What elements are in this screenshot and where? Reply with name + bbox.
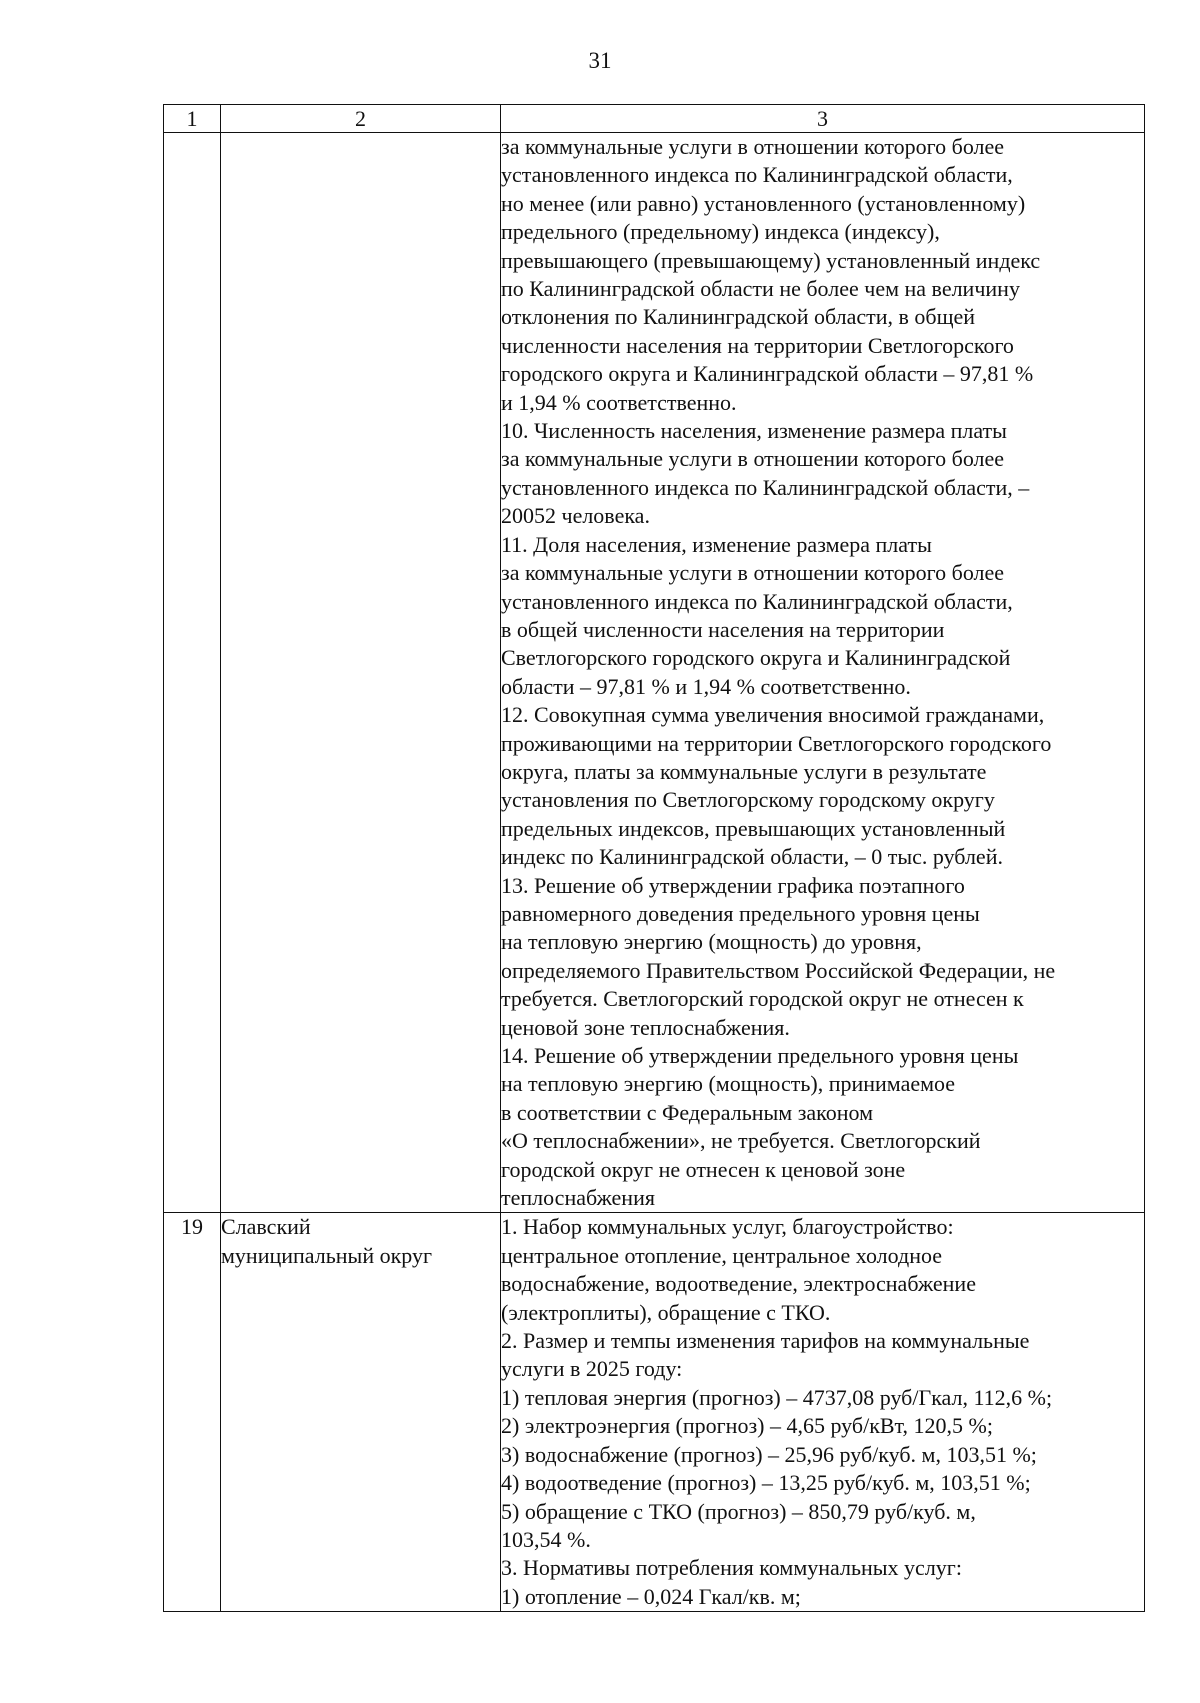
- text-line: 3. Нормативы потребления коммунальных услуг:: [501, 1555, 962, 1581]
- text-line: предельных индексов, превышающих установленный: [501, 815, 1006, 841]
- page-number: 31: [588, 48, 612, 73]
- document-table: [163, 104, 1145, 1612]
- column-header-1: 1: [164, 105, 221, 133]
- text-line: «О теплоснабжении», не требуется. Светлогорский: [501, 1128, 981, 1154]
- text-line: но менее (или равно) установленного (установленному): [501, 190, 1026, 216]
- text-line: центральное отопление, центральное холодное: [501, 1242, 943, 1268]
- text-line: округа, платы за коммунальные услуги в результате: [501, 758, 987, 784]
- text-line: Светлогорского городского округа и Калининградской: [501, 645, 1011, 671]
- table-header-row: [164, 105, 1145, 133]
- text-line: на тепловую энергию (мощность), принимаемое: [501, 1071, 956, 1097]
- text-line: 1. Набор коммунальных услуг, благоустройство:: [501, 1214, 954, 1240]
- text-line: на тепловую энергию (мощность) до уровня,: [501, 929, 922, 955]
- municipality-name: [221, 1213, 501, 1612]
- text-line: установленного индекса по Калининградской области,: [501, 588, 1013, 614]
- row-number: [164, 133, 221, 1213]
- text-line: городской округ не отнесен к ценовой зоне: [501, 1156, 906, 1182]
- text-line: 11. Доля населения, изменение размера платы: [501, 531, 932, 557]
- table-row: [164, 133, 1145, 1213]
- text-line: превышающего (превышающему) установленный индекс: [501, 247, 1041, 273]
- text-line: 103,54 %.: [501, 1526, 591, 1552]
- text-line: требуется. Светлогорский городской округ не отнесен к: [501, 986, 1024, 1012]
- column-header-2: 2: [221, 105, 501, 133]
- description-text: [501, 1213, 1145, 1612]
- text-line: (электроплиты), обращение с ТКО.: [501, 1299, 831, 1325]
- text-line: отклонения по Калининградской области, в общей: [501, 304, 976, 330]
- text-line: 12. Совокупная сумма увеличения вносимой гражданами,: [501, 702, 1045, 728]
- text-line: Славский: [221, 1214, 311, 1240]
- text-line: предельного (предельному) индекса (индексу),: [501, 219, 940, 245]
- text-line: установленного индекса по Калининградской области, –: [501, 474, 1030, 500]
- text-line: теплоснабжения: [501, 1185, 655, 1211]
- text-line: 14. Решение об утверждении предельного уровня цены: [501, 1043, 1019, 1068]
- description-text: [501, 133, 1145, 1213]
- text-line: за коммунальные услуги в отношении которого более: [501, 134, 1005, 159]
- text-line: определяемого Правительством Российской Федерации, не: [501, 957, 1056, 983]
- text-line: в соответствии с Федеральным законом: [501, 1099, 874, 1125]
- text-line: 1) тепловая энергия (прогноз) – 4737,08 руб/Гкал, 112,6 %;: [501, 1384, 1053, 1410]
- text-line: проживающими на территории Светлогорского городского: [501, 730, 1052, 756]
- text-line: численности населения на территории Светлогорского: [501, 332, 1014, 358]
- text-line: индекс по Калининградской области, – 0 тыс. рублей.: [501, 844, 1003, 870]
- text-line: 3) водоснабжение (прогноз) – 25,96 руб/куб. м, 103,51 %;: [501, 1441, 1037, 1467]
- text-line: 20052 человека.: [501, 503, 650, 529]
- row-number: 19: [164, 1213, 221, 1612]
- text-line: за коммунальные услуги в отношении которого более: [501, 560, 1005, 586]
- text-line: области – 97,81 % и 1,94 % соответственно.: [501, 673, 911, 699]
- text-line: 13. Решение об утверждении графика поэтапного: [501, 872, 965, 898]
- text-line: в общей численности населения на территории: [501, 616, 945, 642]
- text-line: и 1,94 % соответственно.: [501, 389, 737, 415]
- text-line: установленного индекса по Калининградской области,: [501, 162, 1013, 188]
- text-line: 2. Размер и темпы изменения тарифов на коммунальные: [501, 1328, 1030, 1354]
- text-line: 2) электроэнергия (прогноз) – 4,65 руб/кВт, 120,5 %;: [501, 1413, 993, 1439]
- text-line: ценовой зоне теплоснабжения.: [501, 1014, 790, 1040]
- text-line: водоснабжение, водоотведение, электроснабжение: [501, 1271, 976, 1297]
- text-line: городского округа и Калининградской области – 97,81 %: [501, 361, 1034, 387]
- text-line: услуги в 2025 году:: [501, 1356, 683, 1382]
- text-line: 10. Численность населения, изменение размера платы: [501, 418, 1007, 444]
- text-line: по Калининградской области не более чем на величину: [501, 276, 1020, 302]
- table-row: [164, 1213, 1145, 1612]
- text-line: равномерного доведения предельного уровня цены: [501, 900, 980, 926]
- text-line: 4) водоотведение (прогноз) – 13,25 руб/куб. м, 103,51 %;: [501, 1470, 1031, 1496]
- text-line: установления по Светлогорскому городскому округу: [501, 787, 995, 813]
- column-header-3: 3: [501, 105, 1145, 133]
- text-line: 5) обращение с ТКО (прогноз) – 850,79 руб/куб. м,: [501, 1498, 976, 1524]
- text-line: за коммунальные услуги в отношении которого более: [501, 446, 1005, 472]
- text-line: 1) отопление – 0,024 Гкал/кв. м;: [501, 1583, 801, 1609]
- municipality-name: [221, 133, 501, 1213]
- text-line: муниципальный округ: [221, 1242, 433, 1268]
